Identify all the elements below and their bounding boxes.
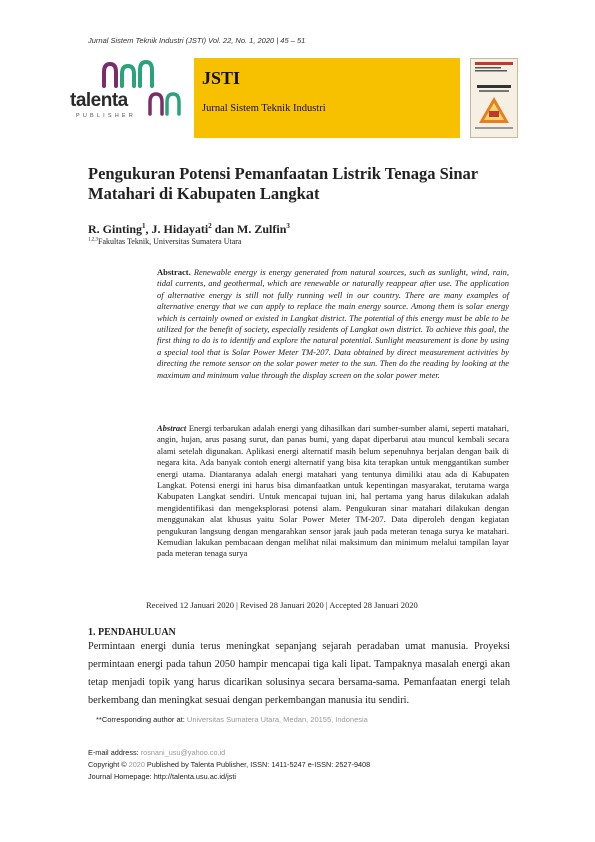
abstract-english-text: Renewable energy is energy generated from natural sources, such as sunlight, wind, rain, tidal currents, and geothermal, which are renewable or naturally reappear after use. The application of alternative energy is still not fully running well in our country. There are many examples of alternative energy that we can apply to replace the main energy source. Among them is solar energy which is certainly owned or existed in Langkat district. The potential of this energy must be able to be utilized for the benefit of society, especially residents of Langkat own district. To achieve this goal, the first thing to do is to identify and explore the natural potential. Sunlight measurement is done by using a special tool that is Solar Power Meter TM-207. Data obtained by direct measurement activities by directing the remote sensor on the solar power meter to the sun. Then do the reading by looking at the maximum and minimum value through the display screen on the solar power meter. xyxy=(157,267,510,380)
author-separator: dan xyxy=(211,222,238,236)
section-body: Permintaan energi dunia terus meningkat sepanjang sejarah peradaban umat manusia. Proyeksi permintaan energi pada tahun 2050 hampir mencapai tiga kali lipat. Tampaknya masalah energi akan tetap menjadi topik yang harus dicarikan solusinya secara bersama-sama. Pemanfaatan energi telah berkembang dan meningkat sesuai dengan perkembangan manusia itu sendiri. xyxy=(88,641,510,706)
journal-cover-icon xyxy=(471,59,517,137)
corresponding-value: Universitas Sumatera Utara, Medan, 20155, Indonesia xyxy=(184,715,368,724)
affiliation-text: Fakultas Teknik, Universitas Sumatera Utara xyxy=(98,237,242,246)
article-title: Pengukuran Potensi Pemanfaatan Listrik Tenaga Sinar Matahari di Kabupaten Langkat xyxy=(88,164,478,203)
abstract-indonesian xyxy=(157,423,509,560)
copyright-text: Published by Talenta Publisher, ISSN: 1411-5247 e-ISSN: 2527-9408 xyxy=(144,760,371,769)
footer-email-link[interactable]: rosnani_usu@yahoo.co.id xyxy=(138,748,226,757)
corresponding-author xyxy=(96,715,368,724)
logo-arches-icon xyxy=(146,90,184,116)
author-2: J. Hidayati xyxy=(151,222,209,236)
running-head: Jurnal Sistem Teknik Industri (JSTI) Vol. 22, No. 1, 2020 | 45 – 51 xyxy=(88,36,306,45)
corresponding-label: **Corresponding author at: xyxy=(96,715,185,724)
author-1-affiliation: 1 xyxy=(142,222,146,230)
author-separator: , xyxy=(145,222,152,236)
journal-name: Jurnal Sistem Teknik Industri xyxy=(202,103,326,114)
logo-subtitle: PUBLISHER xyxy=(76,113,136,119)
article-authors xyxy=(88,222,290,237)
abstract-english xyxy=(157,267,509,381)
abstract-indonesian-label: Abstract xyxy=(157,423,187,433)
journal-cover-thumbnail xyxy=(470,58,518,138)
section-heading: 1. PENDAHULUAN xyxy=(88,627,176,638)
author-2-affiliation: 2 xyxy=(208,222,212,230)
copyright-year: 2020 xyxy=(128,760,145,769)
article-dates: Received 12 Januari 2020 | Revised 28 Januari 2020 | Accepted 28 Januari 2020 xyxy=(146,600,418,610)
affiliation xyxy=(88,237,241,246)
affiliation-marks: 1,2,3 xyxy=(88,237,98,243)
footer-copyright xyxy=(88,760,370,769)
author-3: M. Zulfin xyxy=(237,222,287,236)
talenta-publisher-logo xyxy=(70,60,188,124)
footer-homepage[interactable]: Journal Homepage: http://talenta.usu.ac.id/jsti xyxy=(88,772,237,781)
abstract-english-label: Abstract. xyxy=(157,267,191,277)
author-1: R. Ginting xyxy=(88,222,143,236)
copyright-prefix: Copyright © xyxy=(88,760,129,769)
journal-banner xyxy=(194,58,460,138)
footer-email xyxy=(88,748,225,757)
footer-email-label: E-mail address: xyxy=(88,748,139,757)
journal-acronym: JSTI xyxy=(202,68,241,88)
author-3-affiliation: 3 xyxy=(286,222,290,230)
logo-wordmark: talenta xyxy=(70,90,128,111)
abstract-indonesian-text: Energi terbarukan adalah energi yang dihasilkan dari sumber-sumber alami, seperti matahari, angin, hujan, arus pasang surut, dan panas bumi, yang dapat diperbarui atau muncul kembali secara alami setelah digunakan. Aplikasi energi alternatif masih belum sepenuhnya berjalan dengan baik di negara kita. Ada banyak contoh energi alternatif yang bisa kita terapkan untuk menggantikan sumber energi utama. Diantaranya adalah energi matahari yang tentunya dimiliki atau ada di Kabupaten Langkat. Potensi energi ini harus bisa dimanfaatkan untuk kepentingan masyarakat, terutama warga Kabupaten Langkat sendiri. Untuk mencapai tujuan ini, hal pertama yang harus dilakukan adalah mengidentifikasi dan mengeksplorasi potensi alam. Pengukuran sinar matahari dilakukan dengan menggunakan alat khusus yaitu Solar Power Meter TM-207. Data diperoleh dengan kegiatan pengukuran langsung dengan mengarahkan sensor jarak jauh pada meteran tenaga surya ke matahari. Kemudian lakukan pembacaan dengan melihat nilai maksimum dan minimum melalui tampilan layar pada meteran tenaga surya xyxy=(157,423,510,559)
